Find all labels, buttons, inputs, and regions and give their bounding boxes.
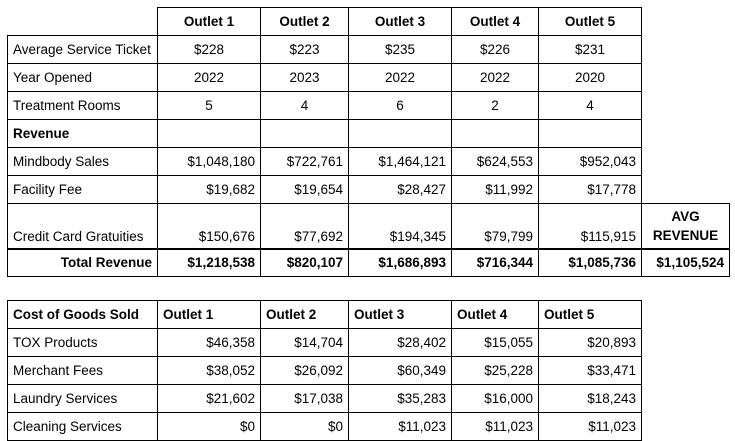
cogs-header-row <box>8 301 642 329</box>
cell: $17,038 <box>261 385 349 413</box>
total-label: Total Revenue <box>8 249 158 277</box>
blank-cell <box>642 92 730 120</box>
cogs-header-label: Cost of Goods Sold <box>8 301 158 329</box>
row-label: Year Opened <box>8 64 158 92</box>
cell: $11,023 <box>452 413 539 441</box>
cell: $1,085,736 <box>539 249 642 277</box>
cell: $115,915 <box>539 204 642 249</box>
section-row-revenue <box>8 120 730 148</box>
row-label: Laundry Services <box>8 385 158 413</box>
cell: $21,602 <box>158 385 261 413</box>
row-label: Facility Fee <box>8 176 158 204</box>
revenue-row-mindbody <box>8 148 730 176</box>
header-outlet-1: Outlet 1 <box>158 8 261 36</box>
cell: 6 <box>349 92 452 120</box>
cell: $1,464,121 <box>349 148 452 176</box>
cell: $33,471 <box>539 357 642 385</box>
cell: 2022 <box>452 64 539 92</box>
avg-revenue-header <box>642 204 730 249</box>
cell: $15,055 <box>452 329 539 357</box>
cell: 2020 <box>539 64 642 92</box>
header-outlet-2: Outlet 2 <box>261 301 349 329</box>
cogs-row-merchant <box>8 357 642 385</box>
cell: $226 <box>452 36 539 64</box>
header-outlet-5: Outlet 5 <box>539 8 642 36</box>
avg-revenue-value: $1,105,524 <box>642 249 730 277</box>
cell: $952,043 <box>539 148 642 176</box>
cell: 2 <box>452 92 539 120</box>
cogs-row-tox <box>8 329 642 357</box>
header-outlet-4: Outlet 4 <box>452 301 539 329</box>
cell: $1,686,893 <box>349 249 452 277</box>
avg-header-line2: REVENUE <box>652 227 719 243</box>
cell: $11,992 <box>452 176 539 204</box>
avg-header-line1: AVG <box>671 208 700 224</box>
cell: $16,000 <box>452 385 539 413</box>
blank-cell <box>642 148 730 176</box>
row-label: Mindbody Sales <box>8 148 158 176</box>
cell: $25,228 <box>452 357 539 385</box>
cell: $19,682 <box>158 176 261 204</box>
cell: $28,427 <box>349 176 452 204</box>
cell: $223 <box>261 36 349 64</box>
cogs-row-laundry <box>8 385 642 413</box>
cell: $1,048,180 <box>158 148 261 176</box>
cell: $60,349 <box>349 357 452 385</box>
stat-row-ticket <box>8 36 730 64</box>
stat-row-rooms <box>8 92 730 120</box>
header-row <box>8 8 730 36</box>
revenue-row-facility <box>8 176 730 204</box>
cell: $722,761 <box>261 148 349 176</box>
row-label: Treatment Rooms <box>8 92 158 120</box>
header-outlet-5: Outlet 5 <box>539 301 642 329</box>
header-outlet-3: Outlet 3 <box>349 301 452 329</box>
blank-cell <box>642 120 730 148</box>
empty-cell <box>261 120 349 148</box>
row-label: Merchant Fees <box>8 357 158 385</box>
cell: 4 <box>539 92 642 120</box>
empty-cell <box>349 120 452 148</box>
cell: $235 <box>349 36 452 64</box>
cell: $35,283 <box>349 385 452 413</box>
cell: $194,345 <box>349 204 452 249</box>
revenue-table <box>7 7 730 277</box>
cell: $26,092 <box>261 357 349 385</box>
cell: 4 <box>261 92 349 120</box>
empty-cell <box>452 120 539 148</box>
cell: $1,218,538 <box>158 249 261 277</box>
cell: $18,243 <box>539 385 642 413</box>
cell: $46,358 <box>158 329 261 357</box>
row-label: TOX Products <box>8 329 158 357</box>
header-outlet-2: Outlet 2 <box>261 8 349 36</box>
cell: 2022 <box>158 64 261 92</box>
blank-cell <box>642 176 730 204</box>
blank-corner <box>8 8 158 36</box>
revenue-row-gratuities <box>8 204 730 249</box>
cell: $20,893 <box>539 329 642 357</box>
cell: $0 <box>158 413 261 441</box>
cell: $17,778 <box>539 176 642 204</box>
stat-row-year <box>8 64 730 92</box>
cell: $820,107 <box>261 249 349 277</box>
cell: $11,023 <box>349 413 452 441</box>
cell: $38,052 <box>158 357 261 385</box>
cell: $716,344 <box>452 249 539 277</box>
blank-cell <box>642 64 730 92</box>
section-label: Revenue <box>8 120 158 148</box>
cell: 5 <box>158 92 261 120</box>
empty-cell <box>158 120 261 148</box>
cell: $11,023 <box>539 413 642 441</box>
row-label: Credit Card Gratuities <box>8 204 158 249</box>
cell: $228 <box>158 36 261 64</box>
row-label: Cleaning Services <box>8 413 158 441</box>
cell: $28,402 <box>349 329 452 357</box>
cell: 2023 <box>261 64 349 92</box>
cell: $150,676 <box>158 204 261 249</box>
header-outlet-3: Outlet 3 <box>349 8 452 36</box>
cogs-row-cleaning <box>8 413 642 441</box>
cell: $79,799 <box>452 204 539 249</box>
row-label: Average Service Ticket <box>8 36 158 64</box>
blank-cell <box>642 36 730 64</box>
empty-cell <box>539 120 642 148</box>
header-outlet-4: Outlet 4 <box>452 8 539 36</box>
total-revenue-row <box>8 249 730 277</box>
cell: $14,704 <box>261 329 349 357</box>
blank-cell <box>642 8 730 36</box>
cell: $624,553 <box>452 148 539 176</box>
cell: $77,692 <box>261 204 349 249</box>
cell: $0 <box>261 413 349 441</box>
cell: 2022 <box>349 64 452 92</box>
header-outlet-1: Outlet 1 <box>158 301 261 329</box>
cell: $19,654 <box>261 176 349 204</box>
cell: $231 <box>539 36 642 64</box>
cogs-table <box>7 300 642 441</box>
